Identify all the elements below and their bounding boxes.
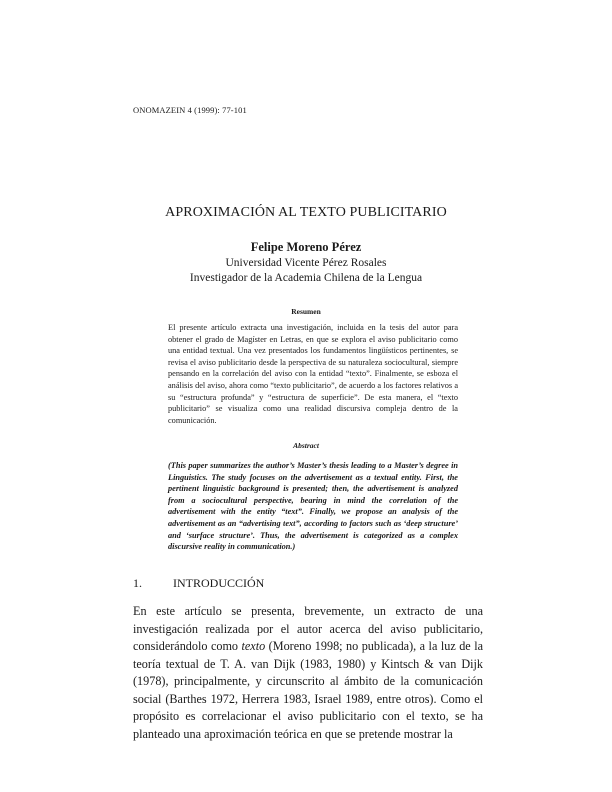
body-italic-term: texto	[241, 639, 266, 653]
resumen-text: El presente artículo extracta una investigación, incluida en la tesis del autor para obtener el grado de Magíster en Letras, en que se explora el aviso publicitario como una entidad textual. Una vez presentados los fundamentos lingüísticos pertinentes, se revisa el aviso publicitario desde la perspectiva de su naturaleza sociocultural, siempre pensando en la correlación del aviso con la entidad “texto”. Finalmente, se esboza el análisis del aviso, ahora como “texto publicitario”, de acuerdo a los factores relativos a su “estructura profunda” y “estructura de superficie”. De esta manera, el “texto publicitario” se visualiza como una realidad discursiva compleja dentro de la comunicación.	[168, 323, 458, 425]
body-paragraph	[133, 603, 483, 743]
body-text-start: En este artículo se presenta, brevemente, un extracto de una investigación realizada por el autor acerca del aviso publicitario, considerándolo como	[133, 604, 483, 653]
resumen-heading: Resumen	[291, 307, 321, 316]
abstract-heading: Abstract	[293, 441, 319, 450]
body-text-rest: (Moreno 1998; no publicada), a la luz de la teoría textual de T. A. van Dijk (1983, 1980) y Kintsch & van Dijk (1978), principalmente, y circunscrito al ámbito de la comunicación social (Barthes 1972, Herrera 1983, Israel 1989, entre otros). Como el propósito es correlacionar el aviso publicitario con el texto, se ha planteado una aproximación teórica en que se pretende mostrar la	[133, 639, 483, 741]
journal-reference: ONOMAZEIN 4 (1999): 77-101	[133, 105, 247, 115]
author-affiliation-university: Universidad Vicente Pérez Rosales	[225, 257, 387, 269]
section-number: 1.	[133, 576, 142, 590]
section-heading	[133, 576, 264, 591]
abstract-text: (This paper summarizes the author’s Master’s thesis leading to a Master’s degree in Linguistics. The study focuses on the advertisement as a textual entity. First, the pertinent linguistic background is presented; then, the advertisement is analyzed from a sociocultural perspective, bearing in mind the correlation of the advertisement with the entity “text”. Finally, we propose an analysis of the advertisement as an “advertising text”, according to factors such as ‘deep structure’ and ‘surface structure’. Thus, the advertisement is categorized as a complex discursive reality in communication.)	[168, 461, 458, 552]
section-title: INTRODUCCIÓN	[173, 576, 265, 590]
author-affiliation-academy: Investigador de la Academia Chilena de la Lengua	[189, 272, 423, 284]
author-name: Felipe Moreno Pérez	[250, 240, 362, 254]
paper-title: APROXIMACIÓN AL TEXTO PUBLICITARIO	[165, 205, 447, 220]
